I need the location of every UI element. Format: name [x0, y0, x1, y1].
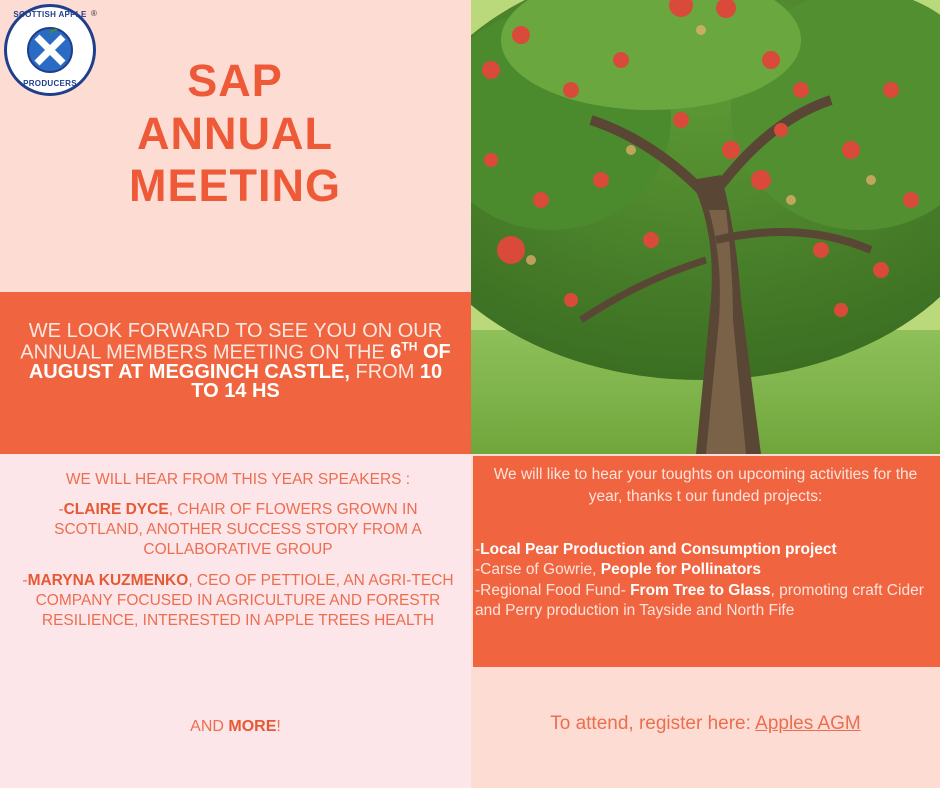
speaker-item: [12, 500, 464, 560]
invite-from: FROM: [349, 360, 420, 383]
invite-date-suffix: TH: [401, 339, 418, 354]
projects-list: [475, 540, 940, 622]
logo-bottom-text: PRODUCERS: [23, 79, 77, 88]
title-line-3: MEETING: [128, 160, 341, 212]
project-item: [475, 581, 940, 622]
invite-time: 10 TO 14 HS: [191, 360, 443, 403]
invite-date-day: 6: [390, 341, 402, 364]
project-name: People for Pollinators: [600, 561, 761, 579]
apple-tree-photo: [471, 0, 940, 454]
invite-part1: WE LOOK FORWARD TO SEE YOU ON OUR ANNUAL MEMBERS MEETING ON THE: [20, 320, 443, 364]
speaker-prefix: -: [22, 571, 28, 589]
project-suffix: , promoting craft Cider and Perry production in Tayside and North Fife: [475, 581, 924, 620]
saltire-apple-icon: [27, 27, 73, 73]
project-item: [475, 540, 940, 560]
registered-mark: ®: [91, 9, 97, 18]
speaker-item: [12, 571, 464, 631]
project-name: Local Pear Production and Consumption project: [480, 541, 837, 558]
speaker-desc: , CHAIR OF FLOWERS GROWN IN SCOTLAND, ANOTHER SUCCESS STORY FROM A COLLABORATIVE GROUP: [54, 501, 422, 559]
invite-text: [20, 322, 451, 402]
logo-top-text: SCOTTISH APPLE: [13, 10, 87, 19]
speaker-desc: , CEO OF PETTIOLE, AN AGRI-TECH COMPANY FOCUSED IN AGRICULTURE AND FORESTR RESILIENCE, INTERESTED IN APPLE TREES HEALTH: [35, 571, 454, 629]
register-label: To attend, register here:: [550, 713, 756, 734]
and-more-bold: MORE: [228, 718, 277, 735]
invite-date-rest: OF AUGUST AT MEGGINCH CASTLE,: [28, 341, 451, 383]
project-prefix: -Carse of Gowrie,: [475, 561, 601, 579]
project-prefix: -Regional Food Fund-: [475, 581, 631, 599]
speaker-prefix: -: [58, 501, 64, 519]
speakers-section: [12, 470, 464, 641]
project-item: [475, 560, 940, 580]
speakers-intro: WE WILL HEAR FROM THIS YEAR SPEAKERS :: [65, 471, 411, 488]
register-link[interactable]: Apples AGM: [755, 713, 861, 734]
page-title: [70, 55, 400, 213]
and-more-suffix: !: [276, 718, 281, 735]
project-prefix: -: [475, 541, 481, 558]
speaker-name: CLAIRE DYCE: [63, 501, 169, 519]
title-line-1: SAP: [187, 55, 283, 106]
and-more-text: [0, 718, 471, 736]
speaker-name: MARYNA KUZMENKO: [27, 571, 189, 589]
projects-intro: We will like to hear your toughts on upcoming activities for the year, thanks t our funded projects:: [493, 466, 918, 505]
and-more-prefix: AND: [190, 718, 229, 735]
register-text: [471, 713, 940, 735]
project-name: From Tree to Glass: [630, 581, 771, 599]
title-line-2: ANNUAL: [137, 107, 333, 159]
